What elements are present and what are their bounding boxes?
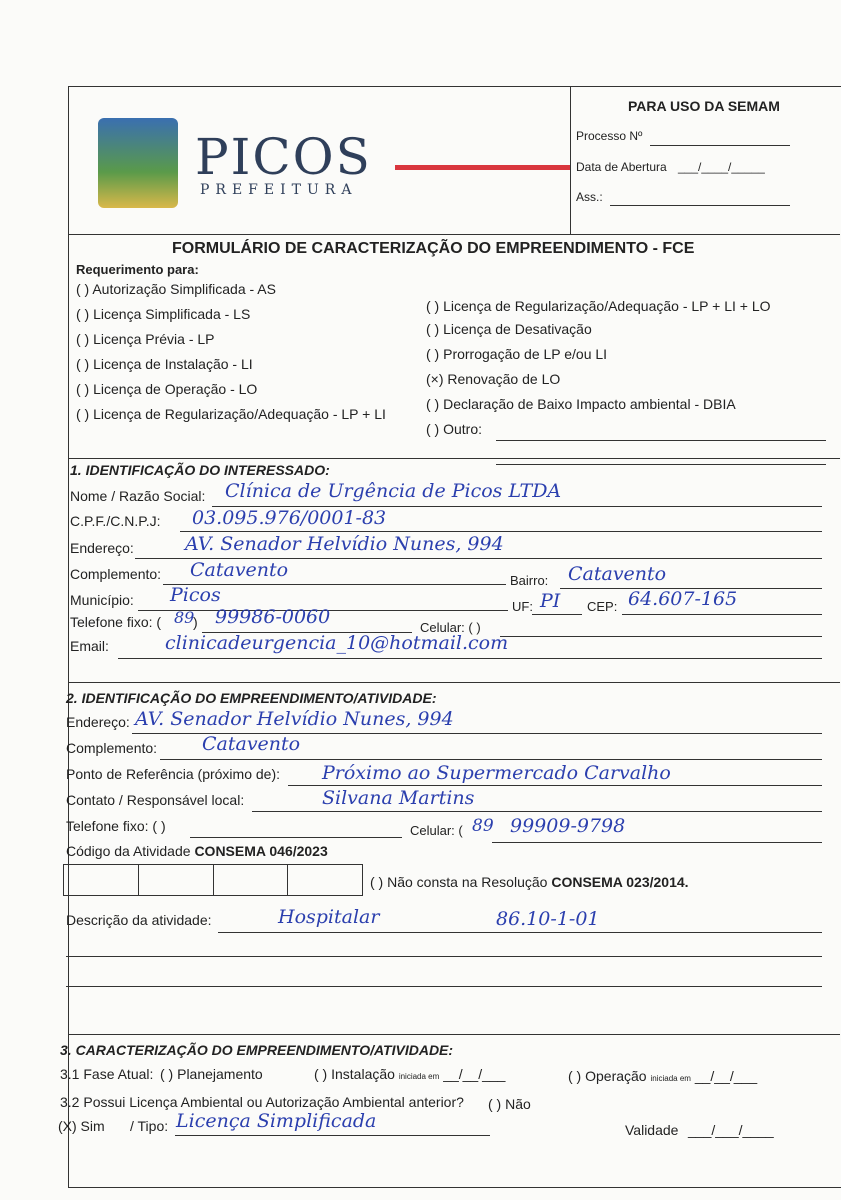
contato-label: Contato / Responsável local: — [66, 792, 245, 808]
uf-value: PI — [540, 590, 561, 612]
codigo-label — [66, 843, 328, 859]
descricao-field[interactable] — [218, 932, 822, 933]
tipo-field[interactable] — [175, 1135, 490, 1136]
descricao-field-2[interactable] — [66, 956, 822, 957]
cnpj-label: C.P.F./C.N.P.J: — [70, 513, 161, 529]
iniciada-label: iniciada em — [650, 1074, 691, 1083]
validade-field[interactable]: ___/___/____ — [688, 1122, 774, 1138]
cep-field[interactable] — [622, 614, 822, 615]
celular-field[interactable] — [500, 636, 822, 637]
logo-red-stripe — [395, 165, 570, 170]
operacao-date[interactable]: __/__/___ — [694, 1068, 758, 1084]
codigo-box[interactable] — [139, 865, 214, 895]
municipio-value: Picos — [170, 584, 221, 606]
emp-telefone-label: Telefone fixo: ( ) — [66, 818, 166, 834]
option-as[interactable]: ( ) Autorização Simplificada - AS — [76, 281, 276, 297]
emp-telefone-field[interactable] — [190, 837, 402, 838]
data-abertura-label: Data de Abertura — [576, 160, 667, 174]
outro-field-2[interactable] — [496, 464, 826, 465]
codigo-label-bold: CONSEMA 046/2023 — [194, 843, 328, 859]
semam-title: PARA USO DA SEMAM — [628, 98, 780, 114]
ass-label: Ass.: — [576, 190, 603, 204]
telefone-ddd: 89 — [174, 608, 195, 627]
nome-label: Nome / Razão Social: — [70, 488, 206, 504]
logo-text: PICOS — [195, 128, 372, 186]
descricao-value: Hospitalar — [278, 906, 380, 928]
codigo-label-text: Código da Atividade — [66, 843, 191, 859]
emp-complemento-label: Complemento: — [66, 740, 158, 756]
emp-celular-ddd: 89 — [472, 816, 494, 836]
option-desativacao[interactable]: ( ) Licença de Desativação — [426, 321, 592, 337]
email-label: Email: — [70, 638, 109, 654]
processo-field[interactable] — [650, 145, 790, 146]
tipo-label: / Tipo: — [130, 1118, 169, 1134]
option-prorrogacao[interactable]: ( ) Prorrogação de LP e/ou LI — [426, 346, 608, 362]
telefone-label: Telefone fixo: ( — [70, 614, 162, 630]
uf-label: UF: — [512, 599, 533, 614]
option-lp-li-lo[interactable]: ( ) Licença de Regularização/Adequação - LP + LI + LO — [426, 298, 771, 314]
option-operacao[interactable] — [568, 1068, 757, 1084]
tipo-value: Licença Simplificada — [176, 1110, 377, 1132]
section1-title: 1. IDENTIFICAÇÃO DO INTERESSADO: — [70, 462, 330, 478]
cnpj-field[interactable] — [180, 531, 822, 532]
emp-celular-value: 99909-9798 — [510, 815, 626, 837]
validade-label: Validade — [625, 1122, 679, 1138]
divider — [68, 234, 840, 235]
paren: ) — [193, 614, 198, 630]
emp-endereco-label: Endereço: — [66, 714, 130, 730]
bairro-label: Bairro: — [510, 573, 549, 588]
option-planejamento[interactable]: ( ) Planejamento — [160, 1066, 263, 1082]
option-li[interactable]: ( ) Licença de Instalação - LI — [76, 356, 253, 372]
celular-label: Celular: ( ) — [420, 620, 481, 635]
descricao-label: Descrição da atividade: — [66, 912, 212, 928]
option-renovacao-lo[interactable]: (×) Renovação de LO — [426, 371, 561, 387]
nome-value: Clínica de Urgência de Picos LTDA — [225, 480, 562, 502]
nao-consta-bold: CONSEMA 023/2014. — [551, 874, 689, 890]
instalacao-date[interactable]: __/__/___ — [443, 1066, 506, 1082]
emp-celular-field[interactable] — [492, 842, 822, 843]
requerimento-label: Requerimento para: — [76, 262, 199, 277]
nao-consta-text: ( ) Não consta na Resolução — [370, 874, 548, 890]
option-nao[interactable]: ( ) Não — [488, 1096, 531, 1112]
cep-value: 64.607-165 — [628, 588, 738, 610]
codigo-box[interactable] — [288, 865, 362, 895]
emp-endereco-value: AV. Senador Helvídio Nunes, 994 — [135, 708, 454, 730]
operacao-text: ( ) Operação — [568, 1068, 647, 1084]
telefone-value: 99986-0060 — [215, 606, 331, 628]
ass-field[interactable] — [610, 205, 790, 206]
fase-label: 3.1 Fase Atual: — [60, 1066, 154, 1082]
possui-label: 3.2 Possui Licença Ambiental ou Autorização Ambiental anterior? — [60, 1094, 464, 1110]
option-outro[interactable]: ( ) Outro: — [426, 421, 483, 437]
option-lp-li[interactable]: ( ) Licença de Regularização/Adequação - LP + LI — [76, 406, 386, 422]
uf-field[interactable] — [532, 614, 582, 615]
codigo-box[interactable] — [214, 865, 289, 895]
contato-field[interactable] — [252, 811, 822, 812]
semam-divider — [570, 86, 571, 235]
processo-label: Processo Nº — [576, 129, 643, 143]
instalacao-text: ( ) Instalação — [314, 1066, 395, 1082]
bairro-value: Catavento — [568, 563, 667, 585]
codigo-box[interactable] — [64, 865, 139, 895]
cep-label: CEP: — [587, 599, 618, 614]
contato-value: Silvana Martins — [322, 787, 475, 809]
coat-of-arms-logo — [98, 118, 178, 208]
logo-subtext: PREFEITURA — [200, 182, 358, 198]
referencia-field[interactable] — [288, 785, 822, 786]
section2-title: 2. IDENTIFICAÇÃO DO EMPREENDIMENTO/ATIVIDADE: — [66, 690, 437, 706]
section3-title: 3. CARACTERIZAÇÃO DO EMPREENDIMENTO/ATIVIDADE: — [60, 1042, 454, 1058]
iniciada-label: iniciada em — [398, 1072, 440, 1081]
emp-celular-label: Celular: ( — [410, 823, 463, 838]
divider — [68, 682, 840, 683]
endereco-label: Endereço: — [70, 540, 134, 556]
cnpj-value: 03.095.976/0001-83 — [192, 507, 387, 529]
email-field[interactable] — [118, 658, 822, 659]
emp-complemento-value: Catavento — [202, 733, 301, 755]
option-instalacao[interactable] — [314, 1066, 505, 1082]
data-abertura-field[interactable]: ___/____/_____ — [678, 160, 765, 174]
referencia-label: Ponto de Referência (próximo de): — [66, 766, 280, 782]
endereco-value: AV. Senador Helvídio Nunes, 994 — [185, 533, 504, 555]
option-ls[interactable]: ( ) Licença Simplificada - LS — [76, 306, 251, 322]
option-lo[interactable]: ( ) Licença de Operação - LO — [76, 381, 258, 397]
descricao-field-3[interactable] — [66, 986, 822, 987]
nao-consta-option[interactable] — [370, 874, 689, 890]
emp-complemento-field[interactable] — [160, 759, 822, 760]
email-value: clinicadeurgencia_10@hotmail.com — [165, 632, 509, 654]
option-lp[interactable]: ( ) Licença Prévia - LP — [76, 331, 215, 347]
divider — [68, 458, 840, 459]
outro-field[interactable] — [496, 440, 826, 441]
codigo-boxes[interactable] — [63, 864, 363, 896]
divider — [68, 1034, 840, 1035]
form-title: FORMULÁRIO DE CARACTERIZAÇÃO DO EMPREENDIMENTO - FCE — [172, 240, 695, 257]
referencia-value: Próximo ao Supermercado Carvalho — [322, 762, 671, 784]
complemento-label: Complemento: — [70, 566, 162, 582]
option-dbia[interactable]: ( ) Declaração de Baixo Impacto ambiental - DBIA — [426, 396, 736, 412]
option-sim[interactable]: (X) Sim — [58, 1118, 105, 1134]
descricao-code: 86.10-1-01 — [496, 908, 600, 930]
complemento-value: Catavento — [190, 559, 289, 581]
municipio-label: Município: — [70, 592, 134, 608]
